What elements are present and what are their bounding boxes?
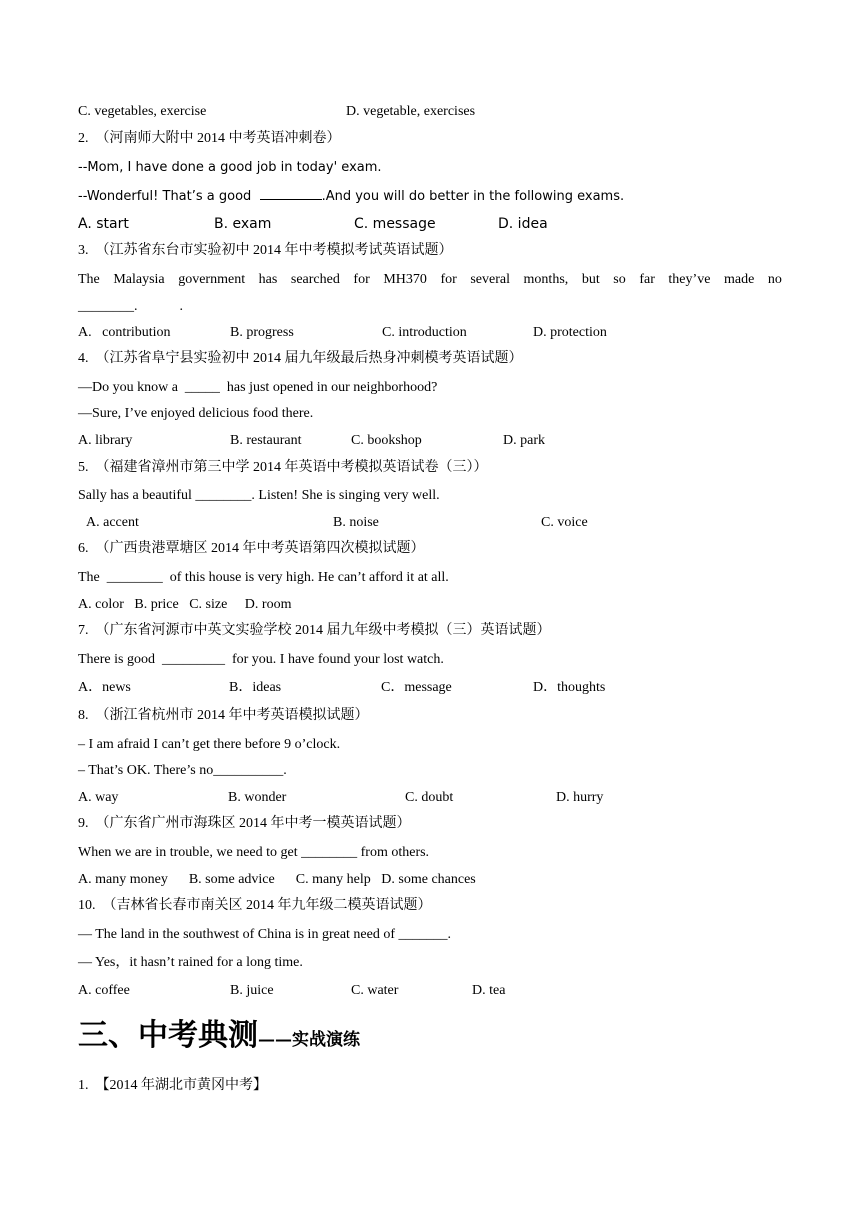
q10-line-1: — The land in the southwest of China is in great need of _______. xyxy=(78,927,452,942)
q8-option-d: D. hurry xyxy=(556,790,604,805)
section-heading-main: 三、中考典测 xyxy=(78,1018,258,1053)
q4-source: 4. （江苏省阜宁县实验初中 2014 届九年级最后热身冲刺模考英语试题） xyxy=(78,351,523,366)
q8-source: 8. （浙江省杭州市 2014 年中考英语模拟试题） xyxy=(78,708,369,723)
q2-blank xyxy=(260,187,322,200)
q10-option-d: D. tea xyxy=(472,983,506,998)
q10-source: 10. （吉林省长春市南关区 2014 年九年级二模英语试题） xyxy=(78,898,432,913)
q9-line-1: When we are in trouble, we need to get ________ from others. xyxy=(78,845,430,860)
q7-option-a: A．news xyxy=(78,680,131,695)
q8-line-1: – I am afraid I can’t get there before 9 o’clock. xyxy=(78,737,341,752)
q3-source: 3. （江苏省东台市实验初中 2014 年中考模拟考试英语试题） xyxy=(78,243,453,258)
section-heading-sub: ——实战演练 xyxy=(258,1030,360,1050)
q3-option-d: D. protection xyxy=(533,325,607,340)
q4-option-b: B. restaurant xyxy=(230,433,302,448)
q8-line-2: – That’s OK. There’s no__________. xyxy=(78,763,287,778)
q3-option-b: B. progress xyxy=(230,325,294,340)
q6-options: A. color B. price C. size D. room xyxy=(78,597,292,612)
q7-option-c: C．message xyxy=(381,680,452,695)
q4-option-c: C. bookshop xyxy=(351,433,422,448)
q5-option-b: B. noise xyxy=(333,515,379,530)
q5-source: 5. （福建省漳州市第三中学 2014 年英语中考模拟英语试卷（三）） xyxy=(78,460,488,475)
q2-option-c: C. message xyxy=(354,216,436,232)
q7-option-d: D．thoughts xyxy=(533,680,606,695)
q3-line-1: The Malaysia government has searched for MH370 for several months, but so far they’ve made no xyxy=(78,272,782,287)
q5-line-1: Sally has a beautiful ________. Listen! She is singing very well. xyxy=(78,488,440,503)
q3-option-a: A. contribution xyxy=(78,325,171,340)
q4-option-d: D. park xyxy=(503,433,545,448)
section-question-1: 1. 【2014 年湖北市黄冈中考】 xyxy=(78,1078,267,1093)
q2-option-a: A. start xyxy=(78,216,129,232)
q8-option-b: B. wonder xyxy=(228,790,287,805)
q9-source: 9. （广东省广州市海珠区 2014 年中考一模英语试题） xyxy=(78,816,411,831)
q10-option-b: B. juice xyxy=(230,983,274,998)
q4-line-1: —Do you know a _____ has just opened in our neighborhood? xyxy=(78,380,438,395)
q10-option-a: A. coffee xyxy=(78,983,130,998)
q10-option-c: C. water xyxy=(351,983,399,998)
q7-source: 7. （广东省河源市中英文实验学校 2014 届九年级中考模拟（三）英语试题） xyxy=(78,623,551,638)
q9-options: A. many money B. some advice C. many help D. some chances xyxy=(78,872,476,887)
q2-line-1: --Mom, I have done a good job in today' exam. xyxy=(78,160,382,175)
q2-option-b: B. exam xyxy=(214,216,272,232)
q7-line-1: There is good _________ for you. I have found your lost watch. xyxy=(78,652,444,667)
q8-option-a: A. way xyxy=(78,790,119,805)
q2-option-d: D. idea xyxy=(498,216,548,232)
q3-line-2: ________. . xyxy=(78,299,183,314)
q3-option-c: C. introduction xyxy=(382,325,467,340)
q6-line-1: The ________ of this house is very high. He can’t afford it at all. xyxy=(78,570,449,585)
q4-option-a: A. library xyxy=(78,433,133,448)
q2-source: 2. （河南师大附中 2014 中考英语冲刺卷） xyxy=(78,131,341,146)
q10-line-2: — Yes，it hasn’t rained for a long time. xyxy=(78,955,303,970)
q5-option-a: A. accent xyxy=(86,515,139,530)
section-heading xyxy=(78,1010,360,1054)
q6-source: 6. （广西贵港覃塘区 2014 年中考英语第四次模拟试题） xyxy=(78,541,425,556)
q7-option-b: B．ideas xyxy=(229,680,282,695)
q2-line-2: --Wonderful! That’s a good .And you will do better in the following exams. xyxy=(78,189,625,204)
q5-option-c: C. voice xyxy=(541,515,588,530)
q8-option-c: C. doubt xyxy=(405,790,454,805)
q1-option-c: C. vegetables, exercise xyxy=(78,104,207,119)
q1-option-d: D. vegetable, exercises xyxy=(346,104,476,119)
q4-line-2: —Sure, I’ve enjoyed delicious food there. xyxy=(78,406,314,421)
